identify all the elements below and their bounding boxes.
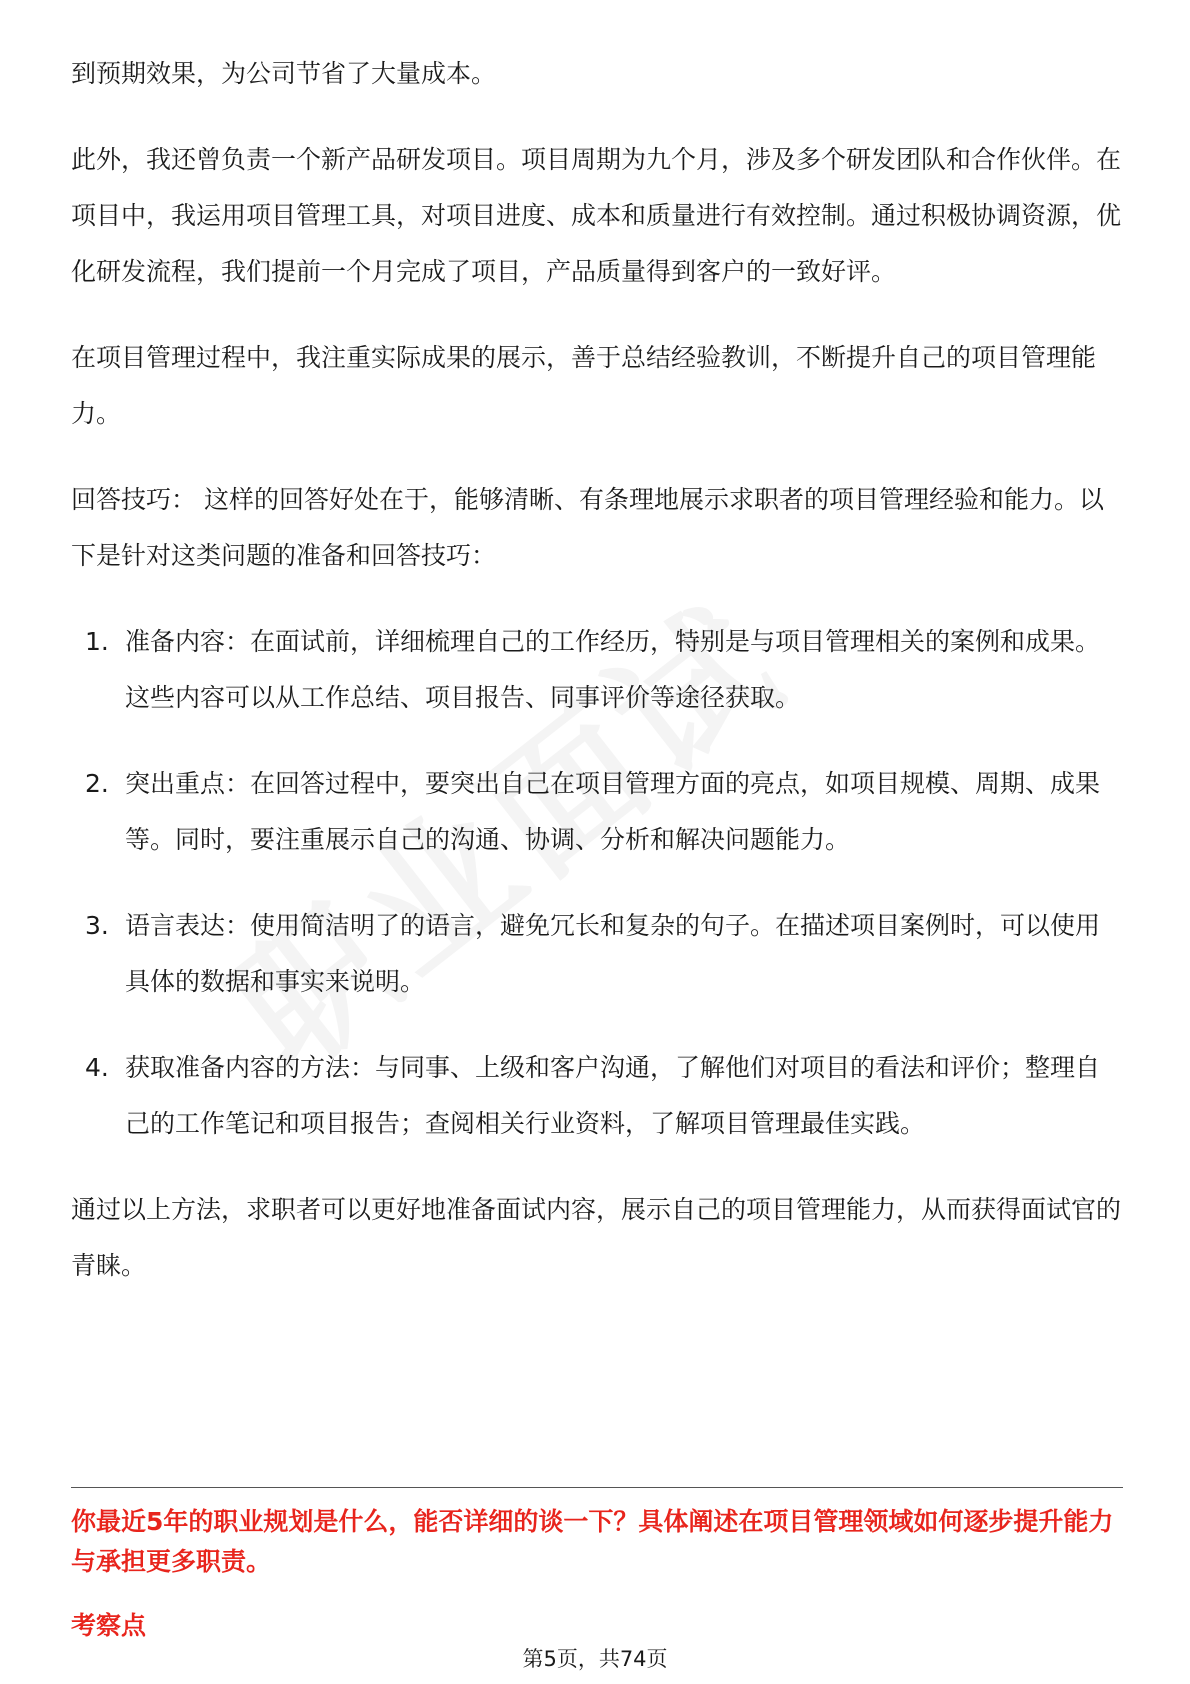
list-item-text: 获取准备内容的方法：与同事、上级和客户沟通，了解他们对项目的看法和评价；整理自己的工作笔记和项目报告；查阅相关行业资料，了解项目管理最佳实践。 — [125, 1053, 1101, 1138]
page-footer: 第5页，共74页 — [522, 1647, 668, 1671]
document-body — [71, 46, 1123, 1324]
paragraph-new-product-project: 此外，我还曾负责一个新产品研发项目。项目周期为九个月，涉及多个研发团队和合作伙伴。在项目中，我运用项目管理工具，对项目进度、成本和质量进行有效控制。通过积极协调资源，优化研发流程，我们提前一个月完成了项目，产品质量得到客户的一致好评。 — [71, 145, 1122, 286]
list-item-text: 突出重点：在回答过程中，要突出自己在项目管理方面的亮点，如项目规模、周期、成果等。同时，要注重展示自己的沟通、协调、分析和解决问题能力。 — [125, 769, 1101, 854]
section-divider — [71, 1487, 1123, 1488]
paragraph-results-focus: 在项目管理过程中，我注重实际成果的展示，善于总结经验教训，不断提升自己的项目管理能力。 — [71, 343, 1097, 428]
list-number: 3. — [85, 911, 109, 940]
list-item — [71, 898, 1123, 1010]
list-number: 4. — [85, 1053, 109, 1082]
list-item-text: 语言表达：使用简洁明了的语言，避免冗长和复杂的句子。在描述项目案例时，可以使用具体的数据和事实来说明。 — [125, 911, 1101, 996]
paragraph-answer-tips: 回答技巧： 这样的回答好处在于，能够清晰、有条理地展示求职者的项目管理经验和能力。以下是针对这类问题的准备和回答技巧： — [71, 485, 1104, 570]
list-item-text: 准备内容：在面试前，详细梳理自己的工作经历，特别是与项目管理相关的案例和成果。这些内容可以从工作总结、项目报告、同事评价等途径获取。 — [125, 627, 1101, 712]
list-item — [71, 614, 1123, 726]
paragraph-continuation: 到预期效果，为公司节省了大量成本。 — [71, 59, 497, 88]
list-number: 1. — [85, 627, 109, 656]
list-item — [71, 1040, 1123, 1152]
paragraph-conclusion: 通过以上方法，求职者可以更好地准备面试内容，展示自己的项目管理能力，从而获得面试官的青睐。 — [71, 1195, 1122, 1280]
tips-list — [71, 614, 1123, 1152]
list-number: 2. — [85, 769, 109, 798]
question-heading: 你最近5年的职业规划是什么，能否详细的谈一下？具体阐述在项目管理领域如何逐步提升能力与承担更多职责。 — [71, 1507, 1114, 1576]
list-item — [71, 756, 1123, 868]
section-label-assessment-points: 考察点 — [71, 1611, 147, 1640]
